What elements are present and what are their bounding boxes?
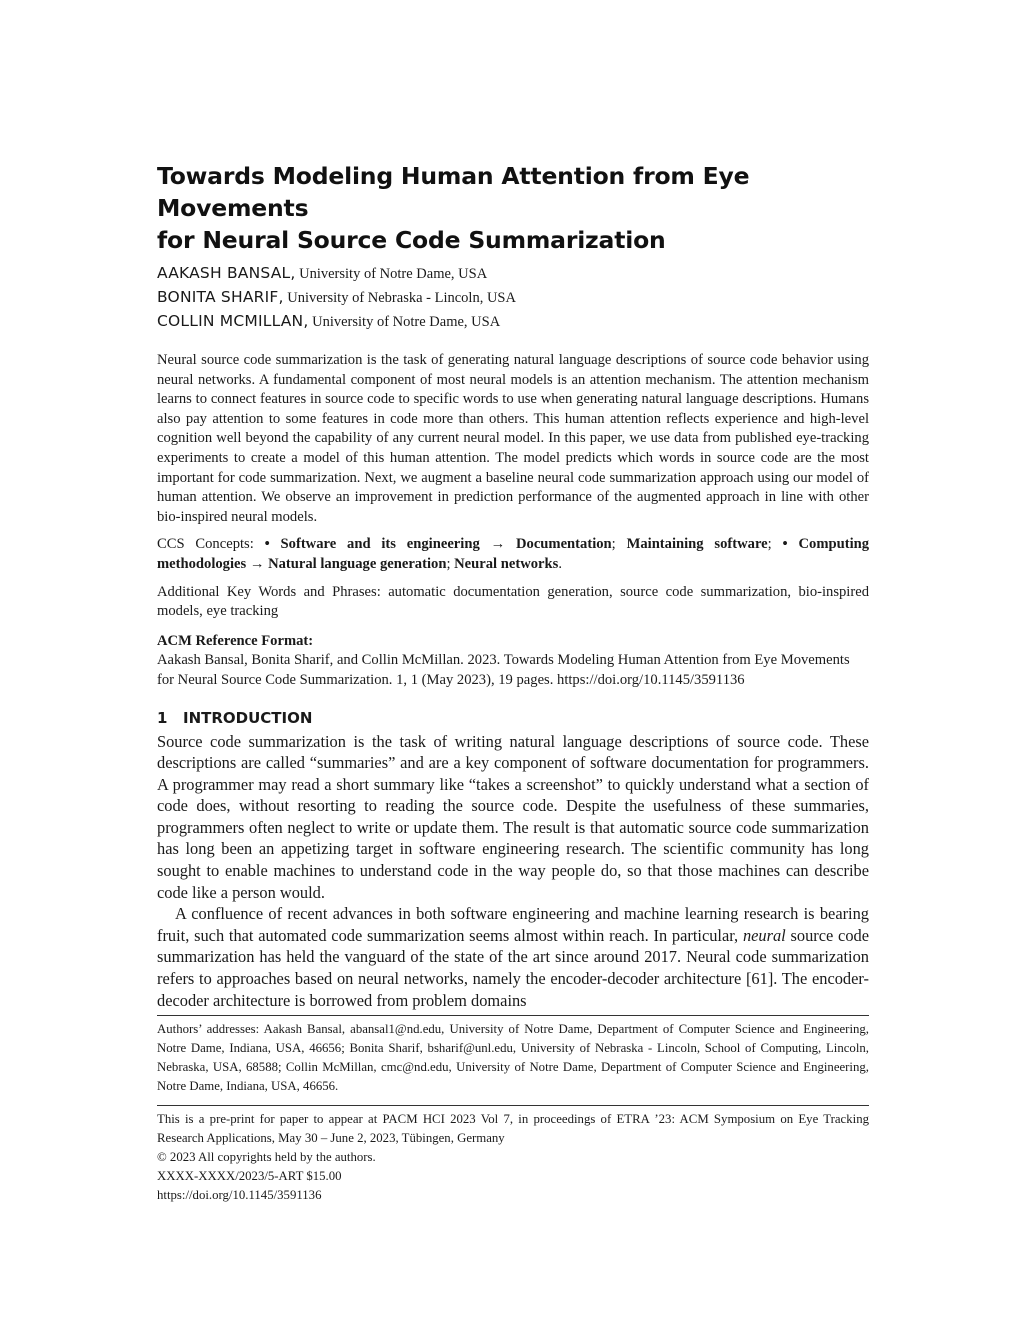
ccs-label: CCS Concepts: xyxy=(157,536,265,553)
doi-link[interactable]: https://doi.org/10.1145/3591136 xyxy=(157,1188,322,1202)
title-line-2: for Neural Source Code Summarization xyxy=(157,226,666,254)
ccs-separator: ; xyxy=(446,555,455,572)
emphasis-text: neural xyxy=(742,925,786,945)
ccs-concept-2: Maintaining software xyxy=(626,536,768,553)
author-name: AAKASH BANSAL, xyxy=(157,264,296,282)
preprint-note: This is a pre-print for paper to appear at PACM HCI 2023 Vol 7, in proceedings of ETRA ’23: ACM Symposium on Eye Tracking Research Applications, May 30 – June 2, 2023, Tübingen, Germany xyxy=(157,1112,869,1145)
ccs-concept-1: Software and its engineering → Documentation xyxy=(280,536,612,553)
section-heading xyxy=(157,707,869,729)
title-line-1: Towards Modeling Human Attention from Eye Movements xyxy=(157,162,750,222)
paragraph-text: source code summarization has held the vanguard of the state of the art since around 2017. Neural code summarization refers to approaches based on neural networks, namely the encoder-decoder architecture [61]. The encoder-decoder architecture is borrowed from problem domains xyxy=(157,925,869,1010)
author-name: COLLIN MCMILLAN, xyxy=(157,312,309,330)
ccs-concept-3: Computing methodologies → Natural language generation xyxy=(157,536,870,572)
acm-reference-heading: ACM Reference Format: xyxy=(157,632,314,649)
ccs-bullet-1: • xyxy=(264,536,281,553)
author-name: BONITA SHARIF, xyxy=(157,288,284,306)
footnote-divider xyxy=(157,1105,869,1106)
keywords: Additional Key Words and Phrases: automatic documentation generation, source code summarization, bio-inspired models, eye tracking xyxy=(157,583,869,620)
author-affiliation: University of Nebraska - Lincoln, USA xyxy=(287,290,516,306)
intro-paragraph-2 xyxy=(157,903,869,1011)
ccs-bullet-2: • xyxy=(782,536,799,553)
author-2 xyxy=(157,286,869,310)
paragraph-text: A confluence of recent advances in both software engineering and machine learning research is bearing fruit, such that automated code summarization seems almost within reach. In particular, xyxy=(157,904,869,945)
author-affiliation: University of Notre Dame, USA xyxy=(312,314,501,330)
abstract: Neural source code summarization is the task of generating natural language descriptions of source code behavior using neural networks. A fundamental component of most neural models is an attention mechanism. The attention mechanism learns to connect features in source code to specific words to use when generating natural language descriptions. Humans also pay attention to some features in code more than others. This human attention reflects experience and high-level cognition well beyond the capability of any current neural model. In this paper, we use data from published eye-tracking experiments to create a model of this human attention. The model predicts which words in source code are the most important for code summarization. Next, we augment a baseline neural code summarization approach using our model of human attention. We observe an improvement in prediction performance of the augmented approach in line with other bio-inspired neural models. xyxy=(157,352,869,525)
author-addresses: Authors’ addresses: Aakash Bansal, abansal1@nd.edu, University of Notre Dame, Department of Computer Science and Engineering, Notre Dame, Indiana, USA, 46656; Bonita Sharif, bsharif@unl.edu, University of Nebraska - Lincoln, School of Computing, Lincoln, Nebraska, USA, 68588; Collin McMillan, cmc@nd.edu, University of Notre Dame, Department of Computer Science and Engineering, Notre Dame, Indiana, USA, 46656. xyxy=(157,1022,869,1093)
ccs-concepts xyxy=(157,535,869,574)
author-affiliation: University of Notre Dame, USA xyxy=(299,266,488,282)
footnote-preprint xyxy=(157,1105,869,1205)
copyright-note: © 2023 All copyrights held by the authors. xyxy=(157,1150,376,1164)
author-1 xyxy=(157,262,869,286)
ccs-end: . xyxy=(558,555,562,572)
footnote-addresses xyxy=(157,1015,869,1096)
section-number: 1 xyxy=(157,708,168,727)
paper-title xyxy=(157,160,869,256)
main-content xyxy=(157,160,869,1011)
footnote-divider xyxy=(157,1015,869,1016)
ccs-separator: ; xyxy=(767,536,783,553)
intro-paragraph-1: Source code summarization is the task of writing natural language descriptions of source code. These descriptions are called “summaries” and are a key component of software documentation for programmers. A programmer may read a short summary like “takes a screenshot” to quickly understand what a section of code does, without resorting to reading the source code. Despite the usefulness of these summaries, programmers often neglect to write or update them. The result is that automatic source code summarization has long been an appetizing target in software engineering research. The scientific community has long sought to enable machines to understand code in the way people do, so that those machines can describe code like a person would. xyxy=(157,731,869,902)
section-title: INTRODUCTION xyxy=(183,708,313,727)
author-3 xyxy=(157,310,869,334)
acm-reference-text: Aakash Bansal, Bonita Sharif, and Collin McMillan. 2023. Towards Modeling Human Attention from Eye Movements for Neural Source Code Summarization. 1, 1 (May 2023), 19 pages. https://doi.org/10.1145/3591136 xyxy=(157,652,850,688)
issn-note: XXXX-XXXX/2023/5-ART $15.00 xyxy=(157,1169,342,1183)
ccs-separator: ; xyxy=(611,536,627,553)
ccs-concept-4: Neural networks xyxy=(454,555,559,572)
